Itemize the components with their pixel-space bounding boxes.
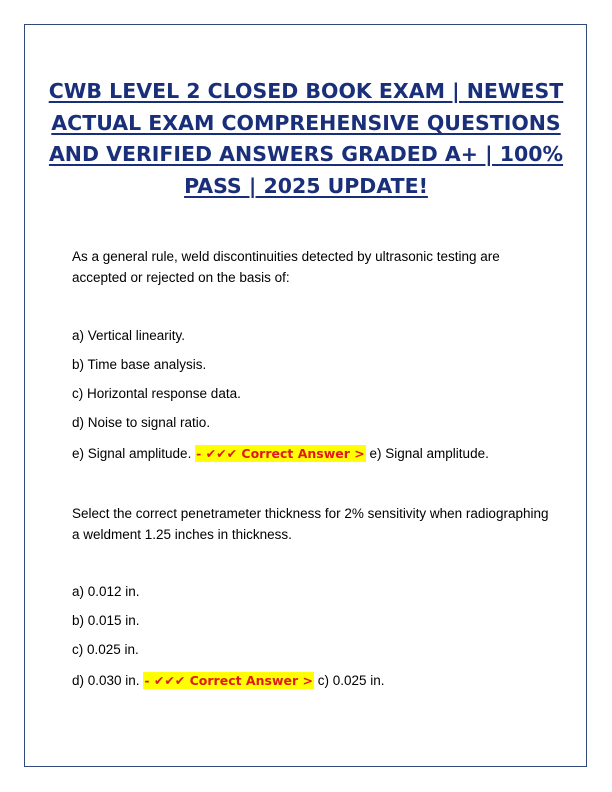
question-1-correct-answer: e) Signal amplitude.	[369, 446, 489, 461]
question-1-option-c: c) Horizontal response data.	[72, 386, 241, 401]
question-1-option-e: e) Signal amplitude.	[72, 446, 192, 461]
document-title: CWB LEVEL 2 CLOSED BOOK EXAM | NEWEST ACTUAL EXAM COMPREHENSIVE QUESTIONS AND VERIFIED ANSWERS GRADED A+ | 100% PASS | 2025 UPDATE!	[48, 79, 564, 198]
question-1-option-d: d) Noise to signal ratio.	[72, 415, 211, 430]
question-2-correct-answer: c) 0.025 in.	[317, 673, 385, 688]
correct-answer-marker: - ✔✔✔ Correct Answer >	[196, 446, 365, 461]
question-1-text: As a general rule, weld discontinuities detected by ultrasonic testing are accepted or rejected on the basis of:	[72, 249, 500, 285]
question-2-option-d: d) 0.030 in.	[72, 673, 140, 688]
question-2-answer-line	[72, 672, 572, 690]
correct-answer-marker: - ✔✔✔ Correct Answer >	[144, 673, 313, 688]
question-2-option-a: a) 0.012 in.	[72, 584, 140, 599]
question-2-option-b: b) 0.015 in.	[72, 613, 140, 628]
question-2-text: Select the correct penetrameter thickness for 2% sensitivity when radiographing a weldment 1.25 inches in thickness.	[72, 506, 549, 542]
question-1-option-a: a) Vertical linearity.	[72, 328, 186, 343]
question-1-option-b: b) Time base analysis.	[72, 357, 207, 372]
question-1-answer-line	[72, 445, 572, 463]
question-2-option-c: c) 0.025 in.	[72, 642, 139, 657]
